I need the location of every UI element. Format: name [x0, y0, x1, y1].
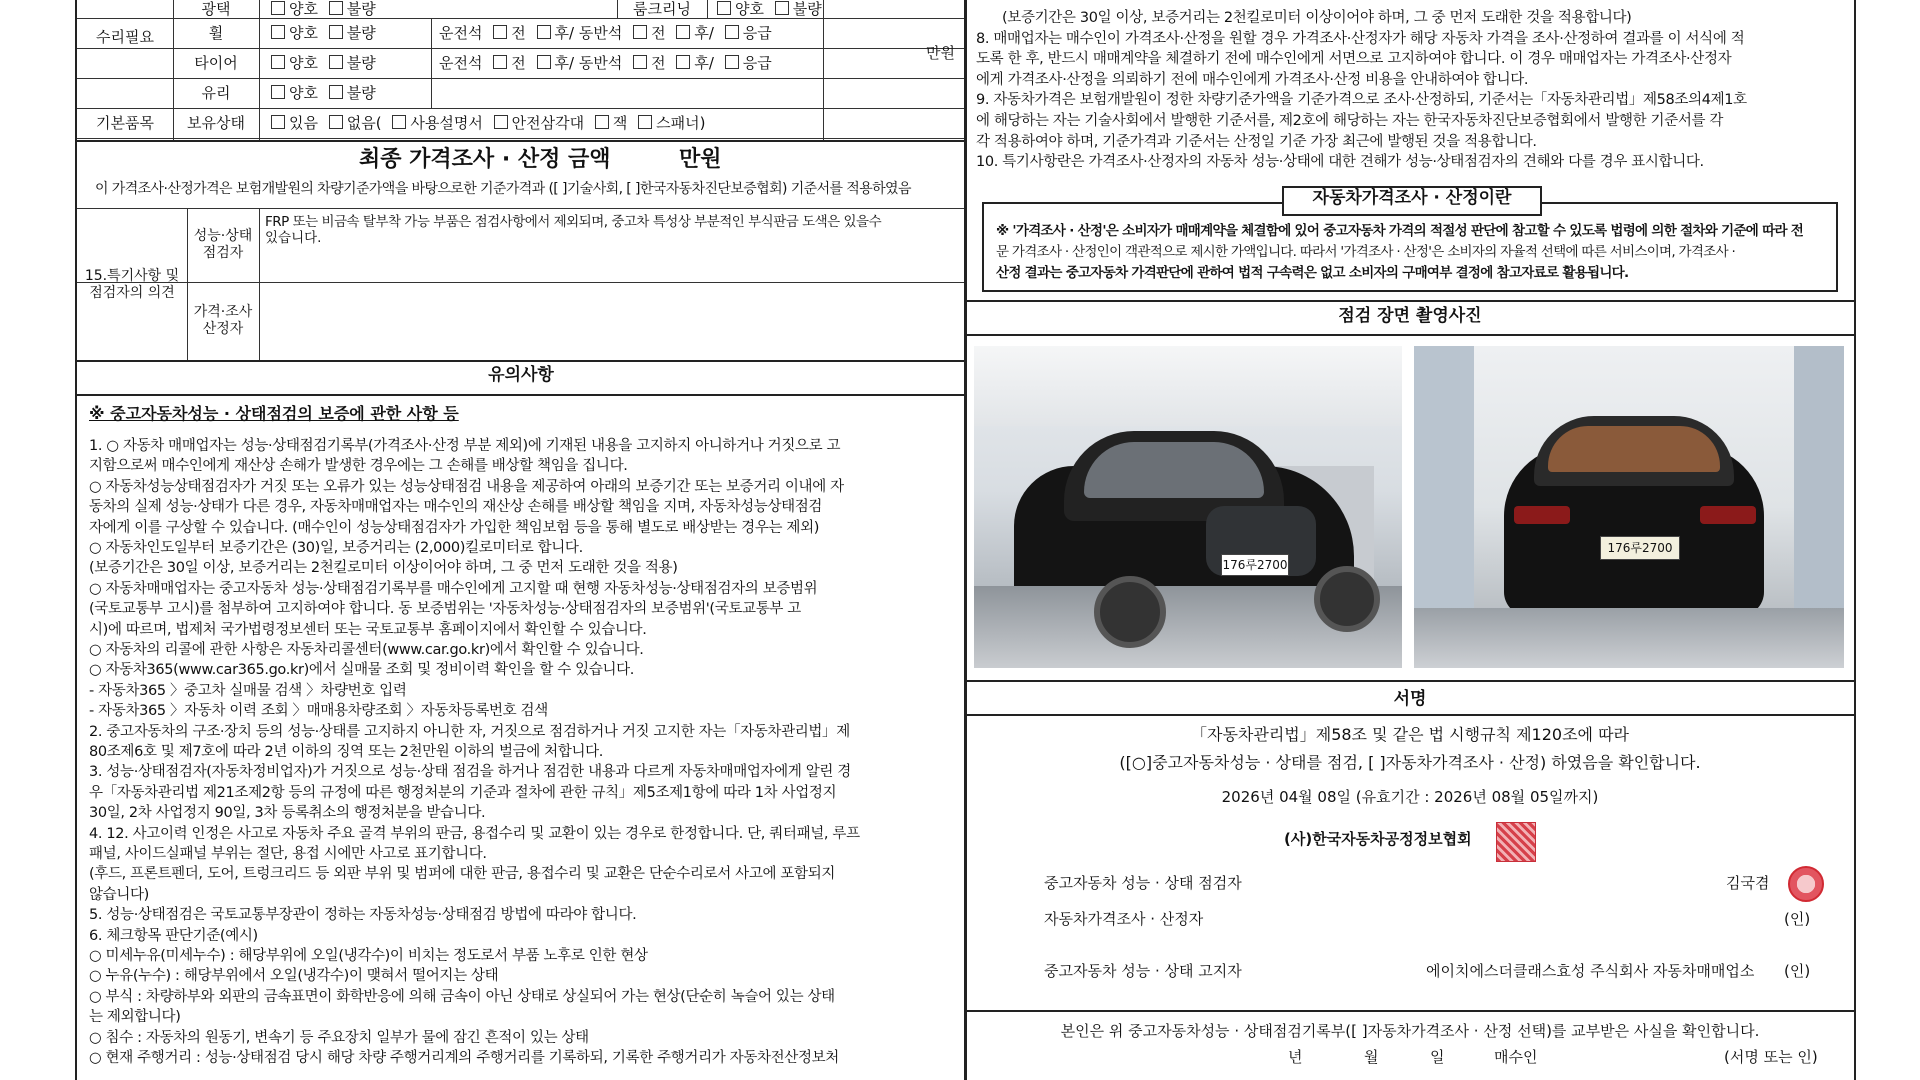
notice-line: ○ 자동차매매업자는 중고자동차 성능·상태점검기록부를 매수인에게 고지할 때 현행 자동차성능·상태점검자의 보증범위: [89, 580, 818, 597]
checkbox[interactable]: [537, 25, 551, 39]
checkbox[interactable]: [329, 55, 343, 69]
possession-options: 있음 없음( 사용설명서 안전삼각대 잭 스패너): [265, 114, 705, 132]
checkbox[interactable]: [271, 1, 285, 15]
basic-items-label: 기본품목: [96, 114, 154, 132]
receipt-buyer: 매수인: [1494, 1048, 1538, 1066]
checkbox[interactable]: [676, 25, 690, 39]
notice-line: 패널, 사이드실패널 부위는 절단, 용접 시에만 사고로 표기합니다.: [89, 846, 487, 862]
checkbox[interactable]: [717, 1, 731, 15]
notice-line: 4. 12. 사고이력 인정은 사고로 자동차 주요 골격 부위의 판금, 용접수리 및 교환이 있는 경우로 한정합니다. 단, 쿼터패널, 루프: [89, 825, 860, 842]
notice-line: ○ 자동차의 리콜에 관한 사항은 자동차리콜센터(www.car.go.kr)에서 확인할 수 있습니다.: [89, 642, 644, 658]
notice-continued-line: 에 해당하는 자는 기술사회에서 발행한 기준서를, 제2호에 해당하는 자는 한국자동차진단보증협회에서 발행한 기준서를 각: [976, 113, 1724, 129]
notice-line: 1. ○ 자동차 매매업자는 성능·상태점검기록부(가격조사·산정 부분 제외)에 기재된 내용을 고지하지 아니하거나 거짓으로 고: [89, 438, 841, 454]
notice-line: ○ 현재 주행거리 : 성능·상태점검 당시 해당 차량 주행거리계의 주행거리를 기록하되, 기록한 주행거리가 자동차전산정보처: [89, 1050, 839, 1066]
checkbox[interactable]: [725, 55, 739, 69]
notice-line: ○ 미세누유(미세누수) : 해당부위에 오일(냉각수)이 비치는 정도로서 부품 노후로 인한 현상: [89, 948, 648, 964]
sign-line-2: ([○]중고자동차성능 · 상태를 점검, [ ]자동차가격조사 · 산정) 하였음을 확인합니다.: [1119, 753, 1701, 772]
final-price-title: 최종 가격조사 · 산정 금액: [359, 147, 611, 172]
gwangtaek-options: 양호 불량: [265, 0, 376, 18]
row-label-gwangtaek: 광택: [201, 0, 231, 18]
sign-date: 2026년 04월 08일 (유효기간 : 2026년 08월 05일까지): [1221, 788, 1599, 806]
receipt-sign-or-seal: (서명 또는 인): [1724, 1048, 1818, 1066]
notice-line: (보증기간은 30일 이상, 보증거리는 2천킬로미터 이상이어야 하며, 그 중 먼저 도래한 것을 적용): [89, 560, 678, 577]
price-explain-line-3: 산정 결과는 중고자동차 가격판단에 관하여 법적 구속력은 없고 소비자의 구매여부 결정에 참고자료로 활용됩니다.: [996, 265, 1629, 281]
price-explain-title: 자동차가격조사 · 산정이란: [1312, 188, 1512, 208]
checkbox[interactable]: [329, 85, 343, 99]
tire-position-options: 운전석 전 후/ 동반석 전 후/ 응급: [439, 54, 772, 72]
checkbox[interactable]: [595, 115, 609, 129]
glass-options: 양호 불량: [265, 84, 376, 102]
checkbox[interactable]: [494, 115, 508, 129]
notice-line: 자에게 이를 구상할 수 있습니다. (매수인이 성능상태점검자가 가입한 책임보험 등을 통해 별도로 배상받는 경우는 제외): [89, 519, 820, 536]
roomcleaning-options: 양호 불량: [711, 0, 822, 18]
notice-line: ○ 자동차성능상태점검자가 거짓 또는 오류가 있는 성능상태점검 내용을 제공하여 아래의 보증기간 또는 보증거리 이내에 자: [89, 478, 844, 495]
notice-line: 30일, 2차 사업정지 90일, 3차 등록취소의 행정처분을 받습니다.: [89, 805, 486, 822]
notice-continued-line: 에게 가격조사·산정을 의뢰하기 전에 매수인에게 가격조사·산정 비용을 안내하여야 합니다.: [976, 71, 1529, 88]
notice-continued-line: 9. 자동차가격은 보험개발원이 정한 차량기준가액을 기준가격으로 조사·산정하되, 기준서는「자동차관리법」제58조의4제1호: [976, 92, 1747, 109]
checkbox[interactable]: [493, 55, 507, 69]
notice-continued-line: 8. 매매업자는 매수인이 가격조사·산정을 원할 경우 가격조사·산정자가 해당 자동차 가격을 조사·산정하여 결과를 이 서식에 적: [976, 30, 1745, 47]
receipt-month: 월: [1364, 1048, 1379, 1066]
sign-r1-name: 김국겸: [1726, 874, 1770, 892]
perf-inspector-label: 성능·상태 점검자: [193, 228, 253, 261]
notice-line: 우「자동차관리법 제21조제2항 등의 규정에 따른 행정처분의 기준과 절차에 관한 규칙」제5조제1항에 따라 1차 사업정지: [89, 784, 837, 801]
final-price-note: 이 가격조사·산정가격은 보험개발원의 차량기준가액을 바탕으로한 기준가격과 ([ ]기술사회, [ ]한국자동차진단보증협회) 기준서를 적용하였음: [95, 181, 911, 197]
notice-line: 3. 성능·상태점검자(자동차정비업자)가 거짓으로 성능·상태 점검을 하거나 점검한 내용과 다르게 자동차매매업자에게 알린 경: [89, 764, 851, 781]
checkbox[interactable]: [271, 85, 285, 99]
wheel-position-options: 운전석 전 후/ 동반석 전 후/ 응급: [439, 24, 772, 42]
notice-line: ○ 자동차365(www.car365.go.kr)에서 실매물 조회 및 정비이력 확인을 할 수 있습니다.: [89, 662, 635, 679]
sign-org: (사)한국자동차공정정보협회: [1284, 830, 1472, 848]
manwon-label: 만원: [926, 44, 955, 62]
checkbox[interactable]: [633, 55, 647, 69]
right-column: [926, 0, 1856, 1080]
sign-line-1: 「자동차관리법」제58조 및 같은 법 시행규칙 제120조에 따라: [1191, 725, 1629, 744]
possession-label: 보유상태: [187, 114, 245, 132]
checkbox[interactable]: [633, 25, 647, 39]
checkbox[interactable]: [638, 115, 652, 129]
sign-r3-name: 에이치에스더클래스효성 주식회사 자동차매매업소: [1426, 962, 1755, 980]
notice-line: ○ 침수 : 자동차의 원동기, 변속기 등 주요장치 일부가 물에 잠긴 흔적이 있는 상태: [89, 1029, 589, 1046]
notice-line: 6. 체크항목 판단기준(예시): [89, 927, 258, 944]
license-plate-rear: 176루2700: [1600, 536, 1680, 560]
checkbox[interactable]: [725, 25, 739, 39]
suri-label: 수리필요: [96, 28, 154, 46]
checkbox[interactable]: [493, 25, 507, 39]
notice-line: - 자동차365 〉자동차 이력 조회 〉매매용차량조회 〉자동차등록번호 검색: [89, 703, 548, 720]
notice-line: 2. 중고자동차의 구조·장치 등의 성능·상태를 고지하지 아니한 자, 거짓으로 점검하거나 거짓 고지한 자는「자동차관리법」제: [89, 723, 850, 740]
notice-line: ○ 자동차인도일부터 보증기간은 (30)일, 보증거리는 (2,000)킬로미터로 합니다.: [89, 540, 583, 556]
notice-line: 시)에 따르며, 법제처 국가법령정보센터 또는 국토교통부 홈페이지에서 확인할 수 있습니다.: [89, 621, 647, 638]
row-label-wheel: 휠: [208, 24, 224, 42]
checkbox[interactable]: [392, 115, 406, 129]
price-explain-line-2: 문 가격조사 · 산정인이 객관적으로 제시한 가액입니다. 따라서 '가격조사 · 산정'은 소비자의 자율적 선택에 따른 서비스이며, 가격조사 ·: [996, 244, 1736, 260]
checkbox[interactable]: [271, 115, 285, 129]
checkbox[interactable]: [329, 115, 343, 129]
checkbox[interactable]: [329, 1, 343, 15]
checkbox[interactable]: [271, 55, 285, 69]
checkbox[interactable]: [775, 1, 789, 15]
sign-r2-seal: (인): [1784, 910, 1811, 928]
price-explain-line-1: ※ '가격조사 · 산정'은 소비자가 매매계약을 체결함에 있어 중고자동차 가격의 적절성 판단에 참고할 수 있도록 법령에 의한 절차와 기준에 따라 전: [996, 223, 1804, 239]
sign-r2-label: 자동차가격조사 · 산정자: [1044, 910, 1204, 928]
notice-line: ○ 부식 : 차량하부와 외판의 금속표면이 화학반응에 의해 금속이 아닌 상태로 상실되어 가는 현상(단순히 녹슬어 있는 상태: [89, 988, 835, 1005]
receipt-line: 본인은 위 중고자동차성능 · 상태점검기록부([ ]자동차가격조사 · 산정 선택)를 교부받은 사실을 확인합니다.: [1060, 1022, 1760, 1040]
photo-section-title: 점검 장면 촬영사진: [1338, 306, 1482, 326]
notice-line: (국토교통부 고시)를 첨부하여 고지하여야 합니다. 동 보증범위는 '자동차성능·상태점검자의 보증범위'(국토교통부 고: [89, 601, 801, 618]
notice-continued-line: 도록 한 후, 반드시 매매계약을 체결하기 전에 매수인에게 서면으로 고지하여야 합니다. 이 경우 매매업자는 가격조사·산정자: [976, 51, 1732, 68]
tire-options: 양호 불량: [265, 54, 376, 72]
license-plate-front: 176루2700: [1221, 554, 1289, 576]
row-label-roomcleaning: 룸크리닝: [633, 0, 691, 18]
notice-title: 유의사항: [488, 365, 554, 385]
perf-inspector-text-1: FRP 또는 비금속 탈부착 가능 부품은 점검사항에서 제외되며, 중고차 특성상 부분적인 부식판금 도색은 있을수: [265, 214, 882, 230]
sign-section-title: 서명: [1393, 689, 1427, 709]
notice-line: 80조제6호 및 제7호에 따라 2년 이하의 징역 또는 2천만원 이하의 벌금에 처합니다.: [89, 744, 604, 760]
sign-r3-seal: (인): [1784, 962, 1811, 980]
notice-continued-line: 10. 특기사항란은 가격조사·산정자의 자동차 성능·상태에 대한 견해가 성능·상태점검자의 견해와 다를 경우 표시합니다.: [976, 154, 1704, 171]
checkbox[interactable]: [537, 55, 551, 69]
row-label-tire: 타이어: [194, 54, 238, 72]
sign-r1-label: 중고자동차 성능 · 상태 점검자: [1044, 874, 1242, 892]
final-price-unit: 만원: [679, 147, 722, 172]
wheel-options: 양호 불량: [265, 24, 376, 42]
notice-line: (후드, 프론트펜더, 도어, 트렁크리드 등 외판 부위 및 범퍼에 대한 판금, 용접수리 및 교환은 단순수리로서 사고에 포함되지: [89, 866, 836, 883]
checkbox[interactable]: [271, 25, 285, 39]
checkbox[interactable]: [329, 25, 343, 39]
notice-line: 지함으로써 매수인에게 재산상 손해가 발생한 경우에는 그 손해를 배상할 책임을 집니다.: [89, 458, 628, 475]
notice-continued-line: 각 적용하여야 하며, 기준가격과 기준서는 산정일 기준 가장 최근에 발행된 것을 적용합니다.: [976, 133, 1537, 150]
notice-continued-line: (보증기간은 30일 이상, 보증거리는 2천킬로미터 이상이어야 하며, 그 중 먼저 도래한 것을 적용합니다): [1002, 10, 1632, 26]
receipt-year: 년: [1288, 1048, 1303, 1066]
inspector-seal-icon: [1788, 866, 1824, 902]
notice-line: - 자동차365 〉중고차 실매물 검색 〉차량번호 입력: [89, 682, 407, 699]
notice-line: 는 제외합니다): [89, 1009, 181, 1026]
checkbox[interactable]: [676, 55, 690, 69]
price-assessor-label: 가격·조사 산정자: [193, 304, 253, 337]
row-label-glass: 유리: [201, 84, 231, 102]
notice-line: 동차의 실제 성능·상태가 다른 경우, 자동차매매업자는 매수인의 재산상 손해를 배상할 책임을 지며, 자동차성능상태점검: [89, 499, 823, 516]
receipt-day: 일: [1430, 1048, 1445, 1066]
sign-r3-label: 중고자동차 성능 · 상태 고지자: [1044, 962, 1242, 980]
notice-subtitle: ※ 중고자동차성능 · 상태점검의 보증에 관한 사항 등: [89, 404, 459, 423]
special-notes-label: 15.특기사항 및 점검자의 의견: [84, 268, 180, 301]
inspection-photo-rear: [1414, 346, 1844, 668]
notice-line: ○ 누유(누수) : 해당부위에서 오일(냉각수)이 맺혀서 떨어지는 상태: [89, 968, 499, 985]
notice-line: 5. 성능·상태점검은 국토교통부장관이 정하는 자동차성능·상태점검 방법에 따라야 합니다.: [89, 907, 637, 924]
org-seal-icon: [1496, 822, 1536, 862]
inspection-photo-front: [974, 346, 1402, 668]
notice-line: 않습니다): [89, 886, 149, 903]
perf-inspector-text-2: 있습니다.: [265, 230, 322, 246]
left-column: [75, 0, 967, 1080]
